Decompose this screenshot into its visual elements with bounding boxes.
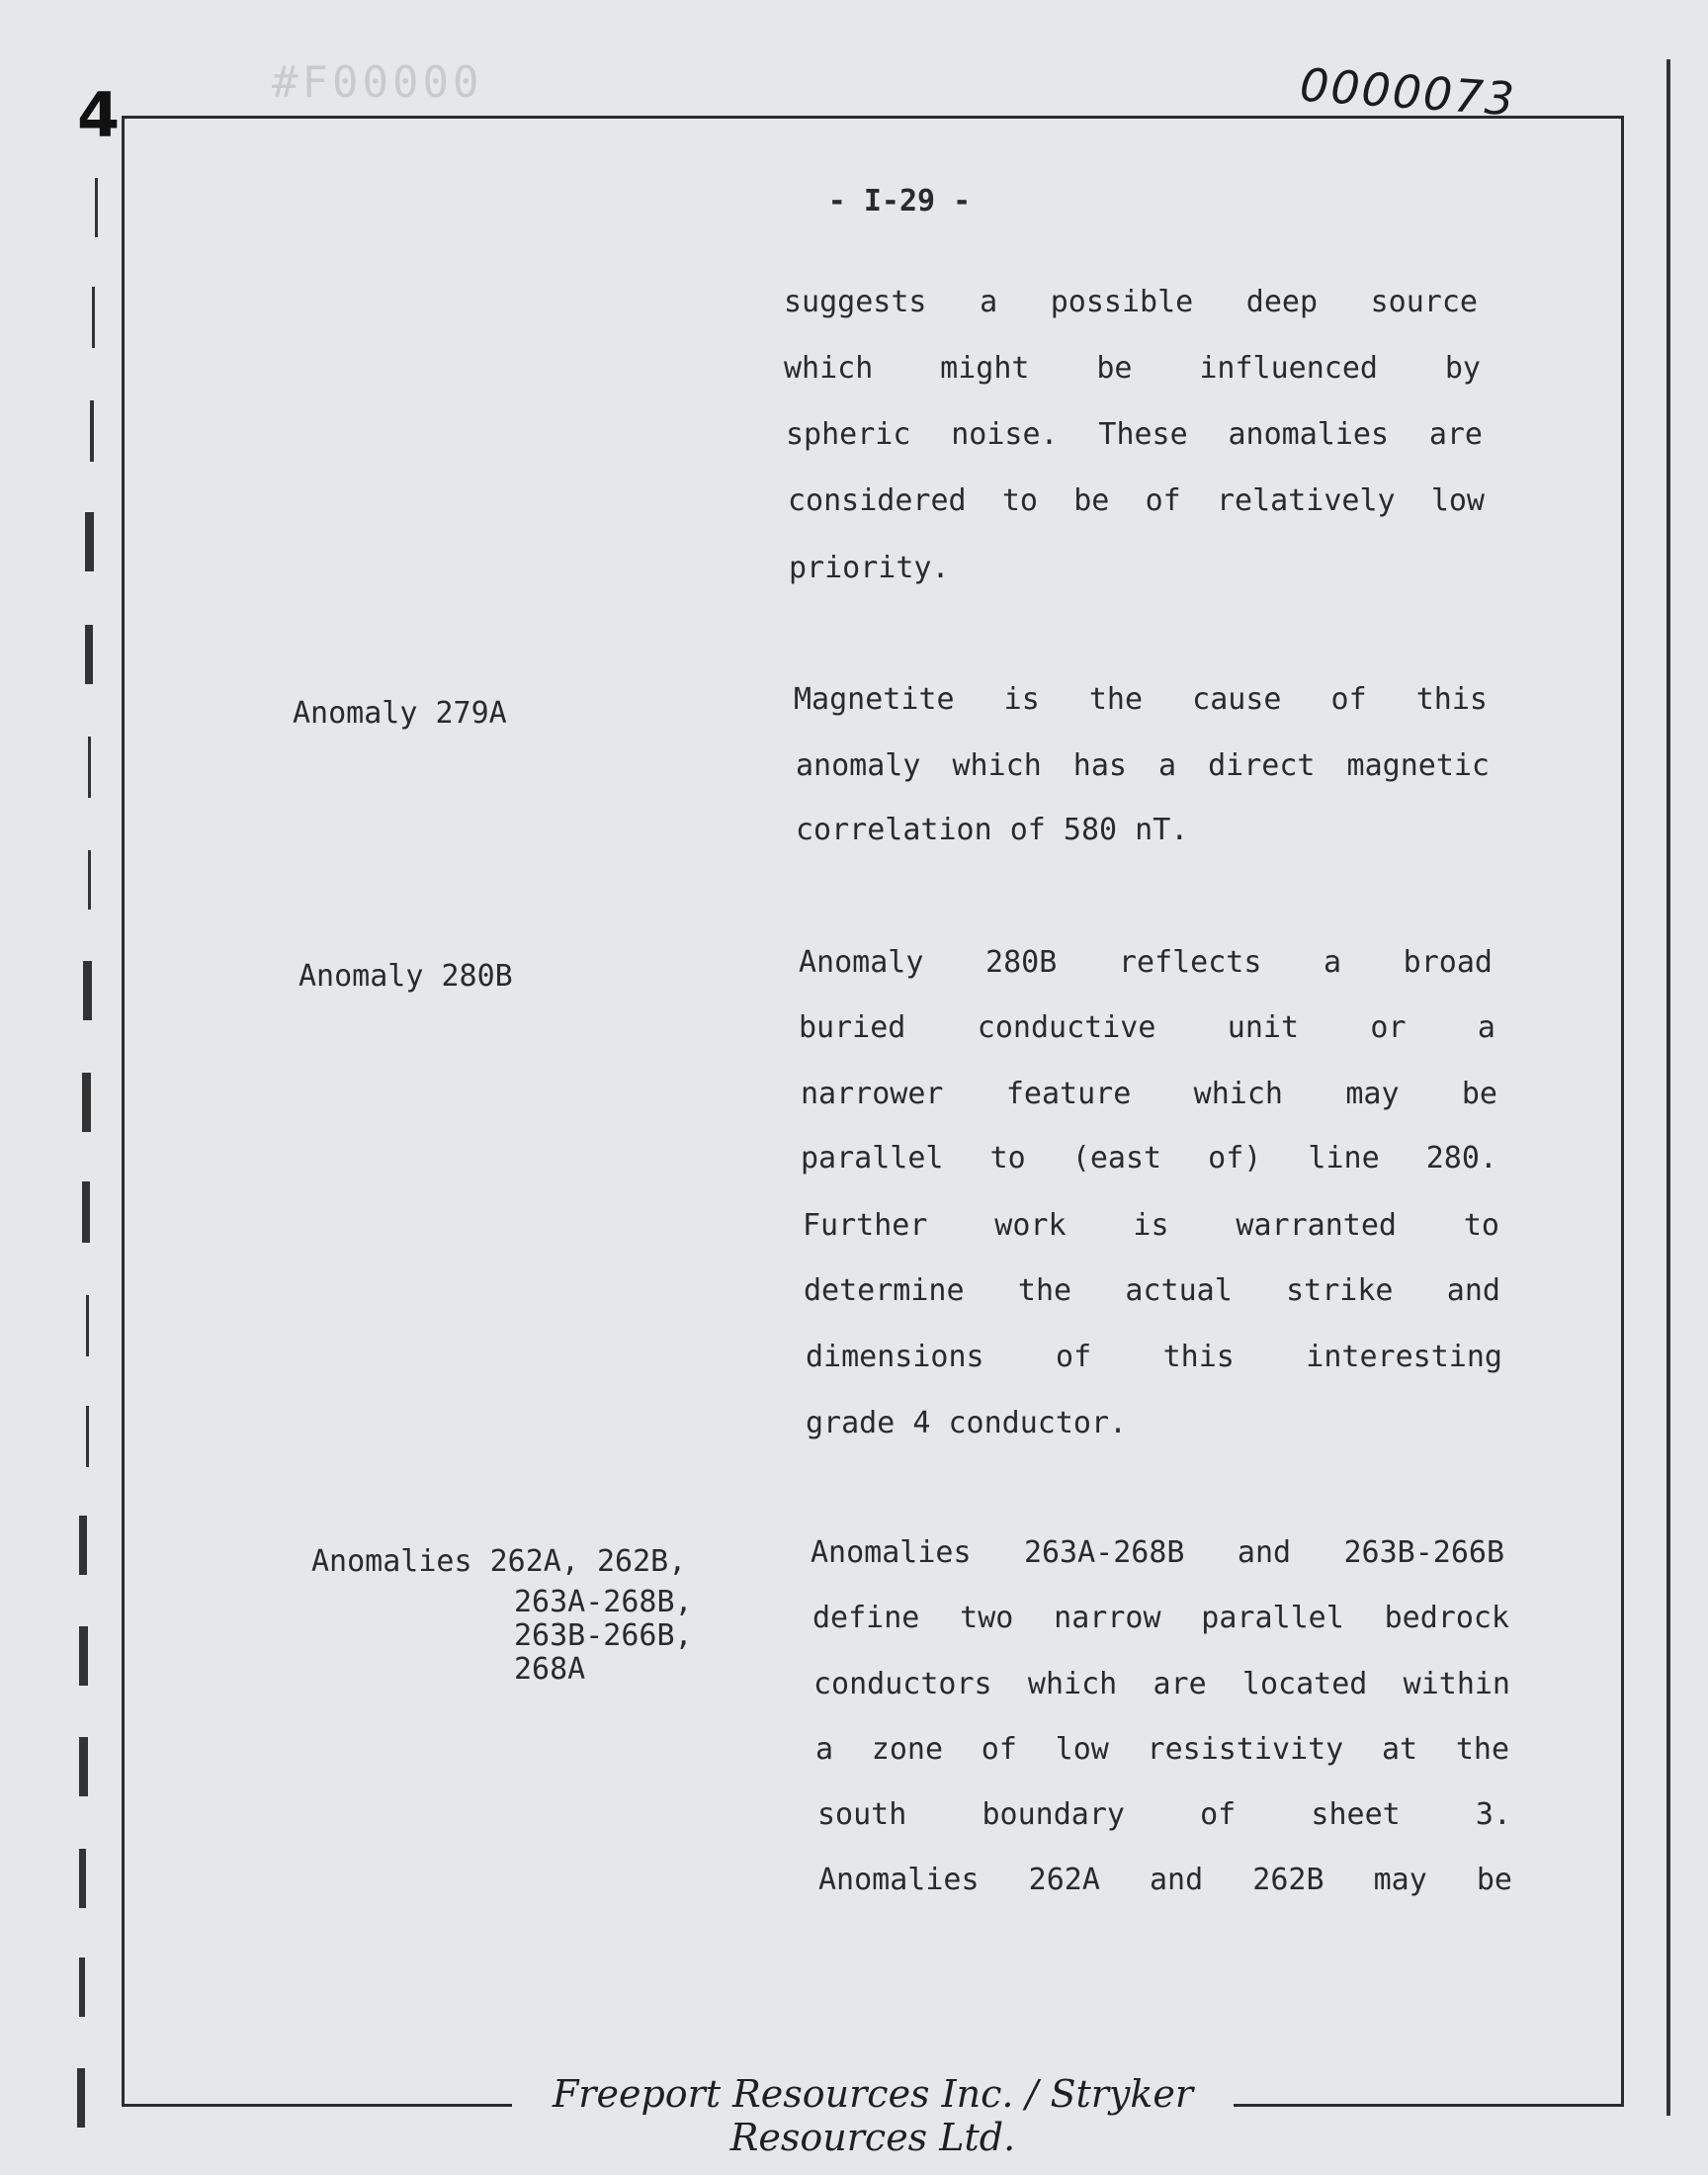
- anomalies-262-sublabel: 263A-268B,: [514, 1585, 693, 1619]
- text-line: Anomaly 280B reflects a broad: [799, 945, 1493, 980]
- footer-rule-left: [122, 2104, 517, 2107]
- binding-mark: [83, 961, 92, 1020]
- text-line: spheric noise. These anomalies are: [786, 417, 1483, 452]
- binding-mark: [79, 1958, 85, 2017]
- binding-mark: [79, 1737, 88, 1796]
- binding-mark: [77, 2068, 85, 2128]
- anomaly-279a-label: Anomaly 279A: [293, 696, 507, 731]
- text-line: dimensions of this interesting: [806, 1340, 1502, 1374]
- page-number: - I-29 -: [827, 184, 972, 218]
- anomalies-262-sublabel: 268A: [514, 1652, 586, 1687]
- page-edge: [1666, 59, 1670, 2116]
- binding-mark: [86, 1406, 89, 1467]
- text-line: parallel to (east of) line 280.: [801, 1141, 1497, 1175]
- binding-mark: [85, 512, 94, 571]
- faint-stamp: #F00000: [272, 57, 483, 108]
- text-line: priority.: [789, 551, 950, 585]
- text-line: Anomalies 262A and 262B may be: [818, 1863, 1512, 1897]
- text-line: buried conductive unit or a: [799, 1010, 1495, 1045]
- text-line: define two narrow parallel bedrock: [812, 1601, 1509, 1635]
- footer-rule-right: [1230, 2104, 1624, 2107]
- binding-mark: [82, 1073, 91, 1132]
- text-line: grade 4 conductor.: [806, 1406, 1128, 1440]
- text-line: conductors which are located within: [813, 1667, 1510, 1701]
- binding-mark: [95, 178, 98, 237]
- binding-mark: [88, 850, 91, 910]
- text-line: which might be influenced by: [784, 351, 1481, 386]
- corner-mark: 4: [77, 79, 121, 151]
- anomaly-280b-label: Anomaly 280B: [299, 959, 513, 994]
- text-line: considered to be of relatively low: [788, 483, 1485, 518]
- text-line: Magnetite is the cause of this: [794, 682, 1488, 717]
- binding-mark: [88, 737, 91, 798]
- text-line: Further work is warranted to: [803, 1208, 1499, 1243]
- text-line: south boundary of sheet 3.: [817, 1797, 1511, 1832]
- binding-mark: [86, 1295, 89, 1356]
- footer-company-names: Freeport Resources Inc. / Stryker Resources Ltd.: [512, 2072, 1234, 2159]
- binding-mark: [79, 1516, 87, 1575]
- binding-mark: [79, 1849, 86, 1908]
- text-line: suggests a possible deep source: [784, 285, 1478, 319]
- anomalies-262-sublabel: 263B-266B,: [514, 1618, 693, 1653]
- text-line: anomaly which has a direct magnetic: [796, 748, 1490, 783]
- anomalies-262-label: Anomalies 262A, 262B,: [311, 1544, 687, 1579]
- text-line: determine the actual strike and: [804, 1273, 1500, 1308]
- binding-mark: [92, 287, 95, 348]
- binding-mark: [90, 400, 94, 462]
- text-line: Anomalies 263A-268B and 263B-266B: [811, 1535, 1504, 1570]
- binding-mark: [79, 1626, 88, 1686]
- binding-mark: [82, 1181, 90, 1243]
- binding-mark: [85, 625, 93, 684]
- document-number: 0000073: [1298, 57, 1518, 127]
- text-line: a zone of low resistivity at the: [815, 1732, 1509, 1767]
- text-line: narrower feature which may be: [801, 1077, 1497, 1111]
- text-line: correlation of 580 nT.: [796, 813, 1189, 847]
